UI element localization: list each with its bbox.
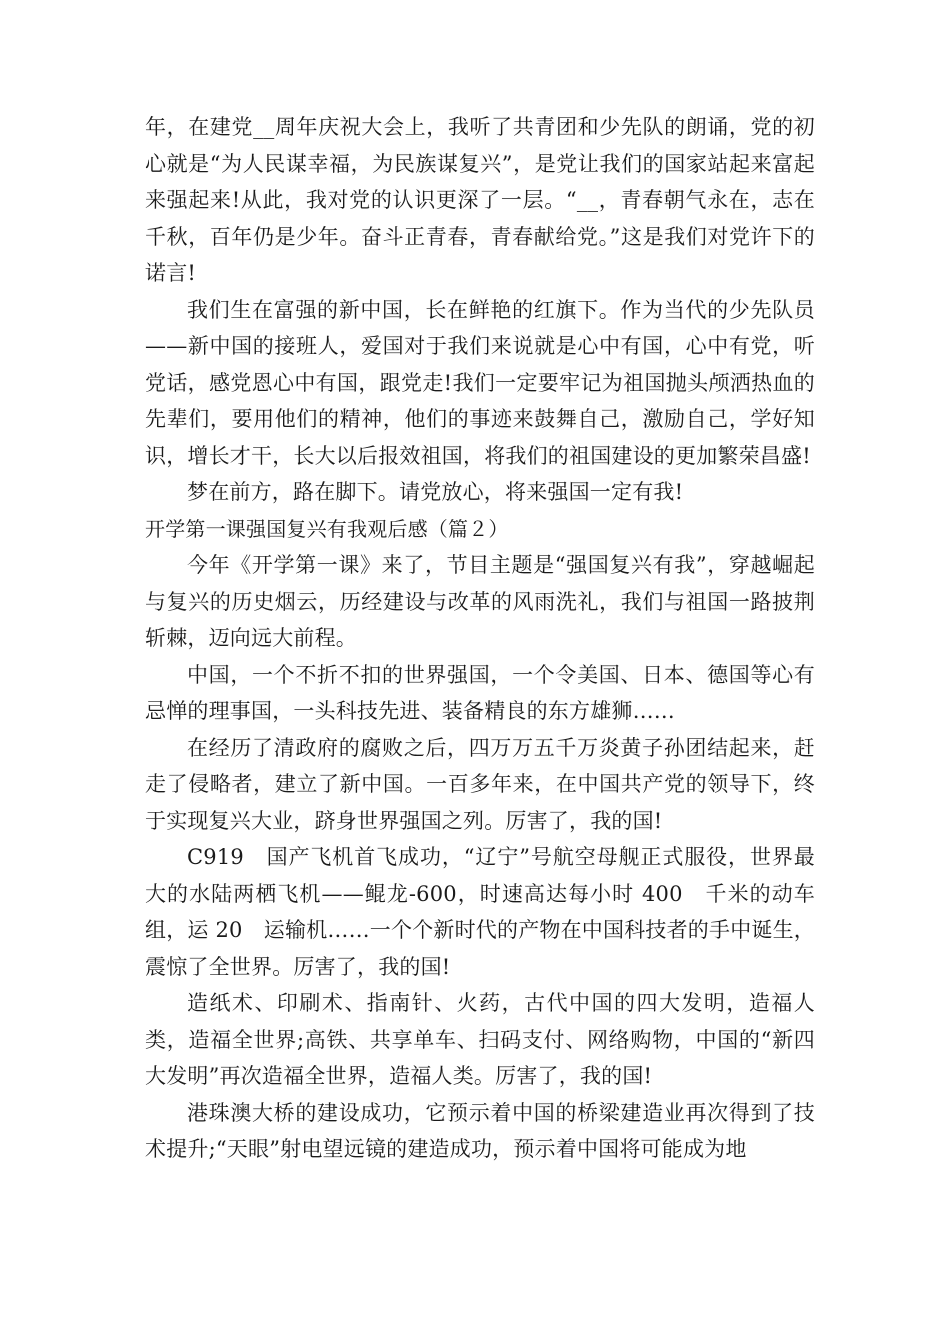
paragraph-8: 造纸术、印刷术、指南针、火药，古代中国的四大发明，造福人类，造福全世界;高铁、共享单车、扫码支付、网络购物，中国的“新四大发明”再次造福全世界，造福人类。厉害了，我的国! xyxy=(145,991,815,1088)
paragraph-1: 年，在建党__周年庆祝大会上，我听了共青团和少先队的朗诵，党的初心就是“为人民谋幸福，为民族谋复兴”，是党让我们的国家站起来富起来强起来!从此，我对党的认识更深了一层。“__，青春朝气永在，志在千秋，百年仍是少年。奋斗正青春，青春献给党。”这是我们对党许下的诺言! xyxy=(145,115,815,285)
paragraph-5: 中国，一个不折不扣的世界强国，一个令美国、日本、德国等心有忌惮的理事国，一头科技先进、装备精良的东方雄狮…… xyxy=(145,662,815,723)
paragraph-2: 我们生在富强的新中国，长在鲜艳的红旗下。作为当代的少先队员——新中国的接班人，爱国对于我们来说就是心中有国，心中有党，听党话，感党恩心中有国，跟党走!我们一定要牢记为祖国抛头颅洒热血的先辈们，要用他们的精神，他们的事迹来鼓舞自己，激励自己，学好知识，增长才干，长大以后报效祖国，将我们的祖国建设的更加繁荣昌盛! xyxy=(145,297,815,468)
paragraph-4: 今年《开学第一课》来了，节目主题是“强国复兴有我”，穿越崛起与复兴的历史烟云，历经建设与改革的风雨洗礼，我们与祖国一路披荆斩棘，迈向远大前程。 xyxy=(145,553,815,650)
section-title: 开学第一课强国复兴有我观后感（篇２） xyxy=(145,516,509,541)
document-body xyxy=(145,109,815,1168)
paragraph-9: 港珠澳大桥的建设成功，它预示着中国的桥梁建造业再次得到了技术提升;“天眼”射电望远镜的建造成功，预示着中国将可能成为地 xyxy=(145,1100,815,1161)
paragraph-6: 在经历了清政府的腐败之后，四万万五千万炎黄子孙团结起来，赶走了侵略者，建立了新中国。一百多年来，在中国共产党的领导下，终于实现复兴大业，跻身世界强国之列。厉害了，我的国! xyxy=(145,735,815,833)
paragraph-7: C919 国产飞机首飞成功，“辽宁”号航空母舰正式服役，世界最大的水陆两栖飞机——鲲龙-600，时速高达每小时 400 千米的动车组，运 20 运输机……一个个新时代的产物在中国科技者的手中诞生，震惊了全世界。厉害了，我的国! xyxy=(145,845,815,979)
paragraph-3: 梦在前方，路在脚下。请党放心，将来强国一定有我! xyxy=(187,480,684,504)
